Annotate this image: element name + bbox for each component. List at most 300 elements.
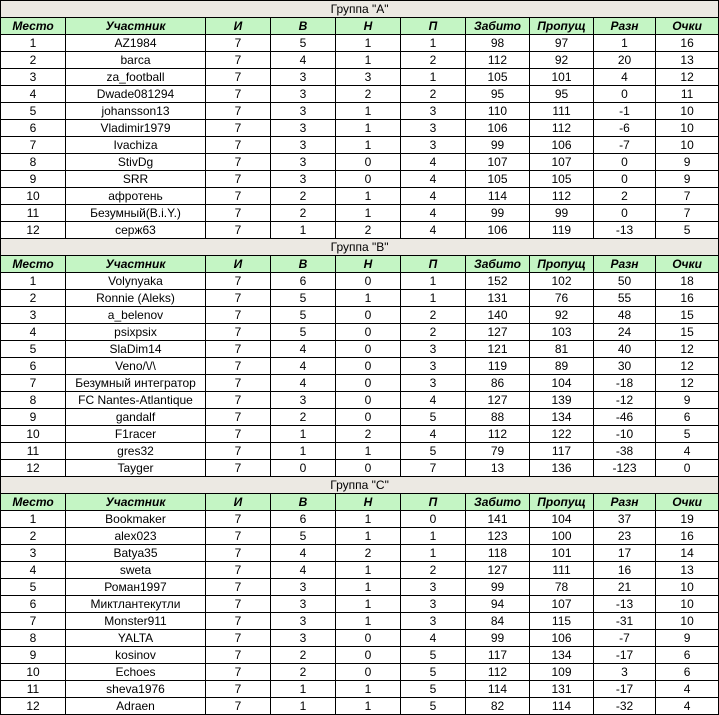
cell-conceded: 111: [530, 562, 594, 579]
cell-conceded: 117: [530, 443, 594, 460]
cell-scored: 152: [466, 273, 530, 290]
cell-drawn: 0: [336, 324, 401, 341]
cell-place: 3: [1, 307, 66, 324]
cell-played: 7: [206, 86, 271, 103]
cell-lost: 2: [401, 52, 466, 69]
table-row: [1, 545, 719, 562]
cell-drawn: 0: [336, 460, 401, 477]
cell-won: 1: [271, 698, 336, 715]
cell-scored: 127: [466, 392, 530, 409]
cell-scored: 112: [466, 426, 530, 443]
standings-body: [1, 1, 719, 715]
cell-diff: -38: [594, 443, 656, 460]
table-row: [1, 154, 719, 171]
cell-points: 10: [656, 613, 719, 630]
table-row: [1, 205, 719, 222]
cell-drawn: 0: [336, 375, 401, 392]
cell-won: 3: [271, 613, 336, 630]
cell-conceded: 112: [530, 188, 594, 205]
cell-participant: афротень: [66, 188, 206, 205]
column-header-diff: Разн: [594, 494, 656, 511]
cell-diff: -17: [594, 647, 656, 664]
cell-points: 18: [656, 273, 719, 290]
cell-conceded: 101: [530, 545, 594, 562]
cell-diff: 37: [594, 511, 656, 528]
cell-conceded: 104: [530, 511, 594, 528]
cell-lost: 3: [401, 341, 466, 358]
cell-diff: 21: [594, 579, 656, 596]
cell-drawn: 1: [336, 681, 401, 698]
cell-lost: 3: [401, 358, 466, 375]
cell-participant: FC Nantes-Atlantique: [66, 392, 206, 409]
cell-place: 6: [1, 358, 66, 375]
cell-drawn: 1: [336, 290, 401, 307]
cell-diff: -13: [594, 222, 656, 239]
cell-scored: 114: [466, 188, 530, 205]
column-header-conceded: Пропущ: [530, 256, 594, 273]
cell-scored: 105: [466, 171, 530, 188]
cell-won: 2: [271, 664, 336, 681]
cell-place: 8: [1, 392, 66, 409]
cell-drawn: 0: [336, 392, 401, 409]
cell-points: 16: [656, 528, 719, 545]
cell-drawn: 1: [336, 511, 401, 528]
cell-played: 7: [206, 426, 271, 443]
cell-scored: 123: [466, 528, 530, 545]
table-row: [1, 358, 719, 375]
cell-won: 3: [271, 154, 336, 171]
cell-played: 7: [206, 511, 271, 528]
cell-played: 7: [206, 358, 271, 375]
table-row: [1, 511, 719, 528]
column-header-drawn: Н: [336, 18, 401, 35]
cell-conceded: 92: [530, 307, 594, 324]
cell-played: 7: [206, 664, 271, 681]
cell-scored: 114: [466, 681, 530, 698]
cell-drawn: 0: [336, 154, 401, 171]
cell-won: 2: [271, 188, 336, 205]
column-header-participant: Участник: [66, 256, 206, 273]
table-row: [1, 562, 719, 579]
cell-drawn: 0: [336, 647, 401, 664]
cell-place: 2: [1, 52, 66, 69]
cell-participant: Миктлантекутли: [66, 596, 206, 613]
column-header-scored: Забито: [466, 256, 530, 273]
cell-won: 3: [271, 120, 336, 137]
table-row: [1, 664, 719, 681]
cell-scored: 105: [466, 69, 530, 86]
cell-points: 9: [656, 392, 719, 409]
cell-participant: Volynyaka: [66, 273, 206, 290]
table-row: [1, 426, 719, 443]
cell-points: 15: [656, 307, 719, 324]
cell-points: 6: [656, 409, 719, 426]
cell-participant: Tayger: [66, 460, 206, 477]
cell-played: 7: [206, 290, 271, 307]
cell-played: 7: [206, 273, 271, 290]
group-title-row: [1, 477, 719, 494]
column-header-won: В: [271, 494, 336, 511]
cell-diff: 0: [594, 86, 656, 103]
cell-drawn: 0: [336, 307, 401, 324]
cell-diff: 24: [594, 324, 656, 341]
table-row: [1, 647, 719, 664]
table-row: [1, 579, 719, 596]
cell-lost: 5: [401, 681, 466, 698]
cell-points: 9: [656, 630, 719, 647]
cell-lost: 3: [401, 579, 466, 596]
cell-drawn: 1: [336, 120, 401, 137]
cell-scored: 127: [466, 562, 530, 579]
table-row: [1, 103, 719, 120]
cell-diff: -12: [594, 392, 656, 409]
cell-conceded: 92: [530, 52, 594, 69]
cell-lost: 4: [401, 630, 466, 647]
cell-won: 2: [271, 647, 336, 664]
table-row: [1, 171, 719, 188]
cell-lost: 5: [401, 443, 466, 460]
cell-place: 11: [1, 443, 66, 460]
cell-won: 5: [271, 290, 336, 307]
cell-participant: SRR: [66, 171, 206, 188]
cell-played: 7: [206, 375, 271, 392]
cell-place: 10: [1, 426, 66, 443]
cell-won: 3: [271, 630, 336, 647]
cell-points: 10: [656, 120, 719, 137]
cell-won: 5: [271, 324, 336, 341]
cell-drawn: 0: [336, 341, 401, 358]
column-header-points: Очки: [656, 256, 719, 273]
cell-scored: 141: [466, 511, 530, 528]
table-row: [1, 273, 719, 290]
cell-drawn: 0: [336, 664, 401, 681]
cell-lost: 0: [401, 511, 466, 528]
column-header-row: [1, 18, 719, 35]
cell-participant: Vladimir1979: [66, 120, 206, 137]
cell-points: 4: [656, 681, 719, 698]
table-row: [1, 307, 719, 324]
cell-won: 1: [271, 443, 336, 460]
cell-scored: 13: [466, 460, 530, 477]
cell-won: 5: [271, 307, 336, 324]
cell-place: 10: [1, 664, 66, 681]
cell-place: 5: [1, 341, 66, 358]
cell-won: 4: [271, 375, 336, 392]
cell-scored: 94: [466, 596, 530, 613]
cell-points: 12: [656, 358, 719, 375]
table-row: [1, 681, 719, 698]
cell-scored: 82: [466, 698, 530, 715]
cell-played: 7: [206, 52, 271, 69]
cell-points: 4: [656, 698, 719, 715]
cell-points: 16: [656, 290, 719, 307]
column-header-scored: Забито: [466, 18, 530, 35]
cell-diff: 55: [594, 290, 656, 307]
cell-scored: 95: [466, 86, 530, 103]
cell-won: 3: [271, 103, 336, 120]
cell-participant: gandalf: [66, 409, 206, 426]
cell-conceded: 97: [530, 35, 594, 52]
cell-place: 3: [1, 545, 66, 562]
cell-won: 3: [271, 69, 336, 86]
table-row: [1, 596, 719, 613]
cell-points: 7: [656, 188, 719, 205]
cell-points: 13: [656, 52, 719, 69]
cell-diff: 0: [594, 205, 656, 222]
cell-lost: 5: [401, 698, 466, 715]
cell-drawn: 0: [336, 273, 401, 290]
cell-place: 5: [1, 103, 66, 120]
cell-participant: YALTA: [66, 630, 206, 647]
cell-participant: Роман1997: [66, 579, 206, 596]
cell-lost: 4: [401, 154, 466, 171]
cell-points: 13: [656, 562, 719, 579]
cell-lost: 5: [401, 664, 466, 681]
cell-drawn: 1: [336, 443, 401, 460]
cell-scored: 119: [466, 358, 530, 375]
cell-played: 7: [206, 35, 271, 52]
cell-drawn: 1: [336, 205, 401, 222]
cell-played: 7: [206, 324, 271, 341]
cell-won: 3: [271, 596, 336, 613]
cell-lost: 7: [401, 460, 466, 477]
cell-played: 7: [206, 154, 271, 171]
cell-participant: Echoes: [66, 664, 206, 681]
cell-diff: -10: [594, 426, 656, 443]
cell-participant: Ronnie (Aleks): [66, 290, 206, 307]
cell-conceded: 106: [530, 630, 594, 647]
column-header-scored: Забито: [466, 494, 530, 511]
cell-won: 3: [271, 86, 336, 103]
cell-conceded: 122: [530, 426, 594, 443]
cell-participant: johansson13: [66, 103, 206, 120]
cell-lost: 3: [401, 137, 466, 154]
cell-played: 7: [206, 307, 271, 324]
cell-scored: 99: [466, 630, 530, 647]
cell-participant: barca: [66, 52, 206, 69]
table-row: [1, 630, 719, 647]
cell-points: 19: [656, 511, 719, 528]
cell-diff: 2: [594, 188, 656, 205]
cell-scored: 79: [466, 443, 530, 460]
cell-diff: -1: [594, 103, 656, 120]
group-title: Группа "C": [1, 477, 719, 494]
cell-lost: 3: [401, 596, 466, 613]
cell-points: 5: [656, 426, 719, 443]
cell-place: 12: [1, 460, 66, 477]
cell-scored: 112: [466, 664, 530, 681]
cell-drawn: 1: [336, 188, 401, 205]
cell-points: 12: [656, 341, 719, 358]
cell-won: 4: [271, 52, 336, 69]
cell-won: 5: [271, 35, 336, 52]
cell-points: 11: [656, 86, 719, 103]
table-row: [1, 222, 719, 239]
cell-played: 7: [206, 630, 271, 647]
cell-participant: Bookmaker: [66, 511, 206, 528]
cell-won: 1: [271, 426, 336, 443]
cell-conceded: 119: [530, 222, 594, 239]
cell-scored: 99: [466, 205, 530, 222]
cell-place: 4: [1, 324, 66, 341]
cell-won: 4: [271, 545, 336, 562]
table-row: [1, 443, 719, 460]
cell-drawn: 1: [336, 103, 401, 120]
cell-lost: 4: [401, 171, 466, 188]
column-header-played: И: [206, 256, 271, 273]
cell-lost: 1: [401, 290, 466, 307]
cell-lost: 3: [401, 120, 466, 137]
cell-points: 9: [656, 154, 719, 171]
column-header-participant: Участник: [66, 494, 206, 511]
table-row: [1, 137, 719, 154]
cell-points: 7: [656, 205, 719, 222]
cell-place: 11: [1, 681, 66, 698]
group-title: Группа "A": [1, 1, 719, 18]
cell-place: 4: [1, 86, 66, 103]
cell-won: 6: [271, 273, 336, 290]
cell-drawn: 1: [336, 596, 401, 613]
cell-won: 5: [271, 528, 336, 545]
cell-diff: 4: [594, 69, 656, 86]
cell-conceded: 78: [530, 579, 594, 596]
cell-participant: StivDg: [66, 154, 206, 171]
table-row: [1, 613, 719, 630]
cell-scored: 98: [466, 35, 530, 52]
cell-played: 7: [206, 528, 271, 545]
column-header-place: Место: [1, 256, 66, 273]
cell-place: 12: [1, 222, 66, 239]
cell-place: 7: [1, 137, 66, 154]
cell-lost: 2: [401, 86, 466, 103]
cell-participant: F1racer: [66, 426, 206, 443]
cell-place: 9: [1, 409, 66, 426]
cell-points: 12: [656, 69, 719, 86]
cell-conceded: 109: [530, 664, 594, 681]
cell-diff: 20: [594, 52, 656, 69]
cell-lost: 3: [401, 103, 466, 120]
cell-drawn: 3: [336, 69, 401, 86]
cell-points: 6: [656, 647, 719, 664]
column-header-conceded: Пропущ: [530, 18, 594, 35]
cell-participant: Adraen: [66, 698, 206, 715]
cell-conceded: 89: [530, 358, 594, 375]
cell-participant: Veno/\/\: [66, 358, 206, 375]
cell-points: 6: [656, 664, 719, 681]
cell-place: 1: [1, 273, 66, 290]
cell-won: 1: [271, 222, 336, 239]
cell-lost: 1: [401, 35, 466, 52]
cell-drawn: 0: [336, 358, 401, 375]
cell-diff: -46: [594, 409, 656, 426]
cell-scored: 107: [466, 154, 530, 171]
cell-participant: Dwade081294: [66, 86, 206, 103]
cell-participant: SlaDim14: [66, 341, 206, 358]
table-row: [1, 460, 719, 477]
cell-participant: AZ1984: [66, 35, 206, 52]
table-row: [1, 341, 719, 358]
table-row: [1, 35, 719, 52]
cell-participant: Batya35: [66, 545, 206, 562]
cell-points: 10: [656, 596, 719, 613]
cell-lost: 3: [401, 613, 466, 630]
column-header-lost: П: [401, 494, 466, 511]
table-row: [1, 375, 719, 392]
cell-won: 6: [271, 511, 336, 528]
cell-played: 7: [206, 545, 271, 562]
cell-place: 10: [1, 188, 66, 205]
cell-scored: 99: [466, 137, 530, 154]
cell-participant: za_football: [66, 69, 206, 86]
cell-played: 7: [206, 103, 271, 120]
cell-conceded: 81: [530, 341, 594, 358]
cell-won: 3: [271, 137, 336, 154]
column-header-row: [1, 256, 719, 273]
cell-conceded: 104: [530, 375, 594, 392]
cell-points: 10: [656, 579, 719, 596]
cell-conceded: 139: [530, 392, 594, 409]
cell-drawn: 1: [336, 562, 401, 579]
cell-diff: 30: [594, 358, 656, 375]
cell-played: 7: [206, 647, 271, 664]
cell-played: 7: [206, 409, 271, 426]
cell-won: 2: [271, 409, 336, 426]
table-row: [1, 69, 719, 86]
cell-place: 2: [1, 528, 66, 545]
cell-diff: 50: [594, 273, 656, 290]
table-row: [1, 52, 719, 69]
cell-scored: 121: [466, 341, 530, 358]
cell-place: 8: [1, 630, 66, 647]
cell-played: 7: [206, 188, 271, 205]
cell-conceded: 102: [530, 273, 594, 290]
cell-participant: Monster911: [66, 613, 206, 630]
cell-points: 0: [656, 460, 719, 477]
cell-scored: 84: [466, 613, 530, 630]
cell-played: 7: [206, 460, 271, 477]
cell-place: 5: [1, 579, 66, 596]
cell-diff: 17: [594, 545, 656, 562]
cell-participant: psixpsix: [66, 324, 206, 341]
cell-lost: 4: [401, 205, 466, 222]
column-header-diff: Разн: [594, 256, 656, 273]
table-row: [1, 324, 719, 341]
cell-participant: gres32: [66, 443, 206, 460]
cell-lost: 1: [401, 69, 466, 86]
cell-lost: 2: [401, 562, 466, 579]
column-header-won: В: [271, 18, 336, 35]
cell-won: 0: [271, 460, 336, 477]
cell-drawn: 1: [336, 52, 401, 69]
cell-lost: 1: [401, 273, 466, 290]
table-row: [1, 392, 719, 409]
cell-conceded: 107: [530, 596, 594, 613]
cell-scored: 106: [466, 120, 530, 137]
cell-played: 7: [206, 341, 271, 358]
cell-diff: -17: [594, 681, 656, 698]
cell-conceded: 99: [530, 205, 594, 222]
cell-won: 1: [271, 681, 336, 698]
cell-lost: 2: [401, 324, 466, 341]
table-row: [1, 698, 719, 715]
cell-lost: 3: [401, 375, 466, 392]
table-row: [1, 86, 719, 103]
cell-place: 6: [1, 596, 66, 613]
cell-place: 3: [1, 69, 66, 86]
cell-conceded: 95: [530, 86, 594, 103]
cell-participant: a_belenov: [66, 307, 206, 324]
cell-diff: 1: [594, 35, 656, 52]
